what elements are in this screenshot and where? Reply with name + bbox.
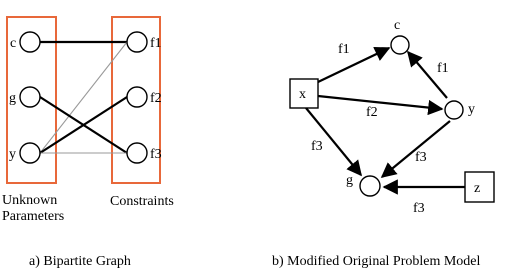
constraint-label-f2: f2	[150, 91, 162, 106]
node-f1	[127, 32, 147, 52]
label-g: g	[346, 173, 353, 188]
node-c-model	[391, 36, 409, 54]
bipartite-graph	[2, 17, 174, 269]
edge-label-z-g: f3	[413, 201, 425, 216]
constraint-label-f1: f1	[150, 36, 162, 51]
constraints-label: Constraints	[110, 194, 174, 209]
edge-label-y-c: f1	[437, 61, 449, 76]
edge-y-g	[382, 121, 450, 177]
edge-label-y-g: f3	[415, 150, 427, 165]
param-label-y: y	[9, 147, 16, 162]
node-y	[20, 143, 40, 163]
edge-label-x-y: f2	[366, 105, 378, 120]
node-g	[20, 87, 40, 107]
unknown-label: Unknown	[2, 193, 58, 208]
edge-x-y	[318, 96, 442, 109]
caption-bipartite: a) Bipartite Graph	[29, 254, 131, 269]
node-y-model	[445, 101, 463, 119]
edge-x-c	[318, 48, 389, 82]
edge-label-x-c: f1	[338, 42, 350, 57]
edge-y-f1	[40, 42, 127, 153]
edge-label-x-g: f3	[311, 139, 323, 154]
constraint-label-f3: f3	[150, 147, 162, 162]
param-label-c: c	[10, 36, 17, 51]
problem-model	[272, 18, 494, 269]
label-y: y	[468, 102, 475, 117]
node-c	[20, 32, 40, 52]
label-c: c	[394, 18, 401, 33]
param-label-g: g	[9, 91, 16, 106]
label-x: x	[299, 87, 306, 102]
caption-model: b) Modified Original Problem Model	[272, 254, 481, 269]
parameters-label: Parameters	[2, 209, 65, 224]
label-z: z	[474, 181, 481, 196]
node-f3	[127, 143, 147, 163]
node-g-model	[360, 176, 380, 196]
node-f2	[127, 87, 147, 107]
